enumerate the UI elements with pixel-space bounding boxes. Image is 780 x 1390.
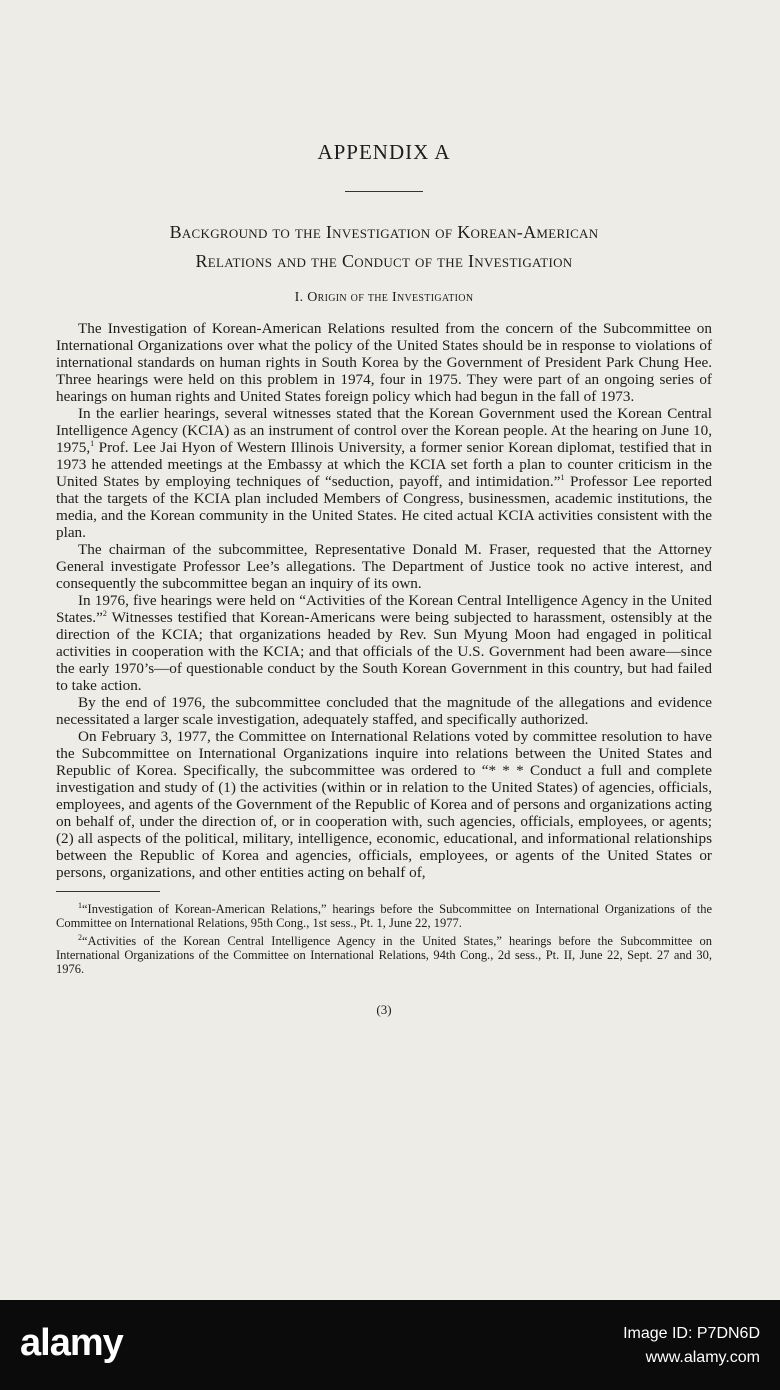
paragraph-6: On February 3, 1977, the Committee on International Relations voted by committee resolution to have the Subcommittee on International Organizations inquire into relations between the United States and Republic of Korea. Specifically, the subcommittee was ordered to “* * * Conduct a full and complete investigation and study of (1) the activities (within or in relation to the United States) of agencies, officials, employees, and agents of the Government of the Republic of Korea and of persons and organizations acting on behalf of, under the direction of, or in cooperation with, such agencies, officials, employees, or agents; (2) all aspects of the political, military, intelligence, economic, educational, and informational relationships between the Republic of Korea and agencies, officials, employees, or agents of the United States or persons, organizations, and other entities acting on behalf of, xyxy=(56,728,712,881)
watermark-banner xyxy=(0,1300,780,1390)
paragraph-3: The chairman of the subcommittee, Representative Donald M. Fraser, requested that the Attorney General investigate Professor Lee’s allegations. The Department of Justice took no active interest, and consequently the subcommittee began an inquiry of its own. xyxy=(56,541,712,592)
footnote-ref-1[interactable]: 1 xyxy=(90,438,95,448)
main-heading xyxy=(56,218,712,276)
site-url: www.alamy.com xyxy=(645,1349,760,1366)
footnote-1: $^1$“Investigation of Korean-American Relations,” hearings before the Subcommittee on International Organizations of the Committee on International Relations, 95th Cong., 1st sess., Pt. 1, June 22, 1977. xyxy=(56,900,712,930)
page-content xyxy=(56,140,712,1018)
footnote-2: $^2$“Activities of the Korean Central Intelligence Agency in the United States,” hearings before the Subcommittee on International Organizations of the Committee on International Relations, 94th Cong., 2d sess., Pt. II, June 22, Sept. 27 and 30, 1976. xyxy=(56,932,712,976)
main-heading-line-2: Relations and the Conduct of the Investigation xyxy=(195,251,573,271)
body-text xyxy=(56,320,712,881)
footnote-ref-2[interactable]: 2 xyxy=(102,608,107,618)
footnotes xyxy=(56,902,712,976)
paragraph-1: The Investigation of Korean-American Relations resulted from the concern of the Subcommittee on International Organizations over what the policy of the United States should be in response to violations of international standards on human rights in South Korea by the Government of President Park Chung Hee. Three hearings were held on this problem in 1974, four in 1975. They were part of an ongoing series of hearings on human rights and United States foreign policy which had begun in the fall of 1973. xyxy=(56,320,712,405)
appendix-title: APPENDIX A xyxy=(317,140,451,164)
paragraph-2: In the earlier hearings, several witnesses stated that the Korean Government used the Korean Central Intelligence Agency (KCIA) as an instrument of control over the Korean people. At the hearing on June 10, 1975,$^1$ Prof. Lee Jai Hyon of Western Illinois University, a former senior Korean diplomat, testified that in 1973 he attended meetings at the Embassy at which the KCIA set forth a plan to counter criticism in the United States by employing techniques of “seduction, payoff, and intimidation.”$^1$ Professor Lee reported that the targets of the KCIA plan included Members of Congress, businessmen, academic institutions, the media, and the Korean community in the United States. He cited actual KCIA activities consistent with the plan. xyxy=(56,405,712,541)
paragraph-4: In 1976, five hearings were held on “Activities of the Korean Central Intelligence Agency in the United States.”$^2$ Witnesses testified that Korean-Americans were being subjected to harassment, ostensibly at the direction of the KCIA; that organizations headed by Rev. Sun Myung Moon had engaged in political activities in cooperation with the KCIA; and that officials of the U.S. Government had been aware—since the early 1970’s—of questionable conduct by the South Korean Government in this country, but had failed to take action. xyxy=(56,592,712,694)
watermark-info xyxy=(623,1322,760,1370)
footnote-marker-2: 2 xyxy=(78,932,82,942)
paragraph-5: By the end of 1976, the subcommittee concluded that the magnitude of the allegations and evidence necessitated a larger scale investigation, adequately staffed, and specifically authorized. xyxy=(56,694,712,728)
title-rule xyxy=(345,191,423,192)
image-id-label: Image ID: P7DN6D xyxy=(623,1325,760,1342)
section-heading: I. Origin of the Investigation xyxy=(294,290,474,305)
footnote-rule xyxy=(56,891,160,892)
footnote-ref-1b[interactable]: 1 xyxy=(560,472,565,482)
page-number: (3) xyxy=(376,1002,392,1017)
footnote-marker-1: 1 xyxy=(78,900,82,910)
main-heading-line-1: Background to the Investigation of Korean-American xyxy=(169,222,599,242)
alamy-logo: alamy xyxy=(20,1322,123,1364)
